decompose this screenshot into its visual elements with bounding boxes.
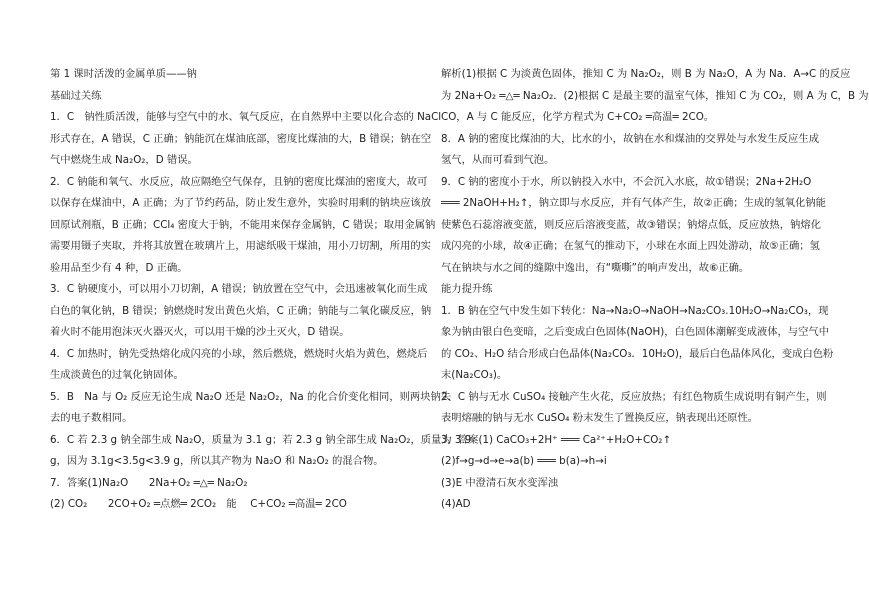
text-line: 解析(1)根据 C 为淡黄色固体，推知 C 为 Na₂O₂，则 B 为 Na₂O，A 为 Na．A→C 的反应 [441,68,851,80]
text-line: 气在钠块与水之间的缝隙中逸出，有“嘶嘶”的响声发出，故⑥正确。 [441,261,750,274]
text-line: 着火时不能用泡沫灭火器灭火，可以用干燥的沙土灭火，D 错误。 [50,326,350,338]
text-line: 1．C 钠性质活泼，能够与空气中的水、氧气反应，在自然界中主要以化合态的 NaCl [50,111,442,123]
text-line: 使紫色石蕊溶液变蓝，则反应后溶液变蓝，故③错误；钠熔点低，反应放热，钠熔化 [441,218,821,231]
text-line: 象为钠由银白色变暗，之后变成白色固体(NaOH)，白色固体潮解变成液体，与空气中 [441,326,829,338]
text-line: 3．答案(1) CaCO₃+2H⁺ ═══ Ca²⁺+H₂O+CO₂↑ [441,433,672,446]
text-line: 2．C 钠与无水 CuSO₄ 接触产生火花，反应放热；有红色物质生成说明有铜产生，则 [441,390,827,403]
text-line: 2．C 钠能和氧气、水反应，故应隔绝空气保存，且钠的密度比煤油的密度大，故可 [50,175,428,188]
text-line: 生成淡黄色的过氧化钠固体。 [50,369,184,381]
text-line: 为 2Na+O₂ ═△═ Na₂O₂．(2)根据 C 是最主要的温室气体，推知 C 为 CO₂，则 A 为 C，B 为 [441,89,869,102]
text-line: 7．答案(1)Na₂O 2Na+O₂ ═△═ Na₂O₂ [50,476,248,489]
text-line: (4)AD [441,498,471,510]
text-line: 表明熔融的钠与无水 CuSO₄ 粉末发生了置换反应，钠表现出还原性。 [441,412,759,424]
text-line: 回原试剂瓶，B 正确；CCl₄ 密度大于钠，不能用来保存金属钠，C 错误；取用金属钠 [50,218,436,231]
text-line: (2) CO₂ 2CO+O₂ ═点燃═ 2CO₂ 能 C+CO₂ ═高温═ 2CO [50,498,347,510]
text-line: 需要用镊子夹取，并将其放置在玻璃片上，用滤纸吸干煤油，用小刀切割，所用的实 [50,240,431,252]
text-line: CO，A 与 C 能反应，化学方程式为 C+CO₂ ═高温═ 2CO。 [441,111,715,123]
text-line: 以保存在煤油中，A 正确；为了节约药品，防止发生意外，实验时用剩的钠块应该放 [50,197,432,209]
text-line: (3)E 中澄清石灰水变浑浊 [441,476,559,489]
text-line: 能力提升练 [441,283,493,295]
text-line: ═══ 2NaOH+H₂↑，钠立即与水反应，并有气体产生，故②正确；生成的氢氧化钠能 [441,197,826,209]
text-line: 1．B 钠在空气中发生如下转化：Na→Na₂O→NaOH→Na₂CO₃.10H₂O→Na₂CO₃，现 [441,304,829,317]
text-line: 6．C 若 2.3 g 钠全部生成 Na₂O，质量为 3.1 g；若 2.3 g 钠全部生成 Na₂O₂，质量为 3.9 [50,433,472,446]
text-line: 基础过关练 [50,89,102,102]
text-line: 形式存在，A 错误，C 正确；钠能沉在煤油底部，密度比煤油的大，B 错误；钠在空 [50,132,432,145]
text-line: 3．C 钠硬度小，可以用小刀切割，A 错误；钠放置在空气中，会迅速被氧化而生成 [50,283,428,295]
text-line: 第 1 课时活泼的金属单质——钠 [50,68,197,80]
text-line: 成闪亮的小球，故④正确；在氢气的推动下，小球在水面上四处游动，故⑤正确；氢 [441,240,820,252]
text-line: 末(Na₂CO₃)。 [441,369,508,381]
text-line: 5．B Na 与 O₂ 反应无论生成 Na₂O 还是 Na₂O₂，Na 的化合价变化相同，则两块钠失 [50,390,452,403]
text-line: 验用品至少有 4 种，D 正确。 [50,261,188,274]
text-line: 去的电子数相同。 [50,412,133,424]
text-line: 的 CO₂、H₂O 结合形成白色晶体(Na₂CO₃．10H₂O)，最后白色晶体风化，变成白色粉 [441,347,834,360]
text-line: 气中燃烧生成 Na₂O₂，D 错误。 [50,154,198,166]
text-line: 4．C 加热时，钠先受热熔化成闪亮的小球，然后燃烧，燃烧时火焰为黄色，燃烧后 [50,347,428,360]
text-line: 9．C 钠的密度小于水，所以钠投入水中，不会沉入水底，故①错误；2Na+2H₂O [441,175,812,188]
text-line: 白色的氧化钠，B 错误；钠燃烧时发出黄色火焰，C 正确；钠能与二氧化碳反应，钠 [50,304,432,317]
text-line: 8．A 钠的密度比煤油的大，比水的小，故钠在水和煤油的交界处与水发生反应生成 [441,132,819,145]
right-column [441,64,869,516]
text-line: g，因为 3.1g<3.5g<3.9 g，所以其产物为 Na₂O 和 Na₂O₂ 的混合物。 [50,455,384,467]
text-line: (2)f→g→d→e→a(b) ═══ b(a)→h→i [441,455,607,467]
text-line: 氢气，从而可看到气泡。 [441,154,555,166]
